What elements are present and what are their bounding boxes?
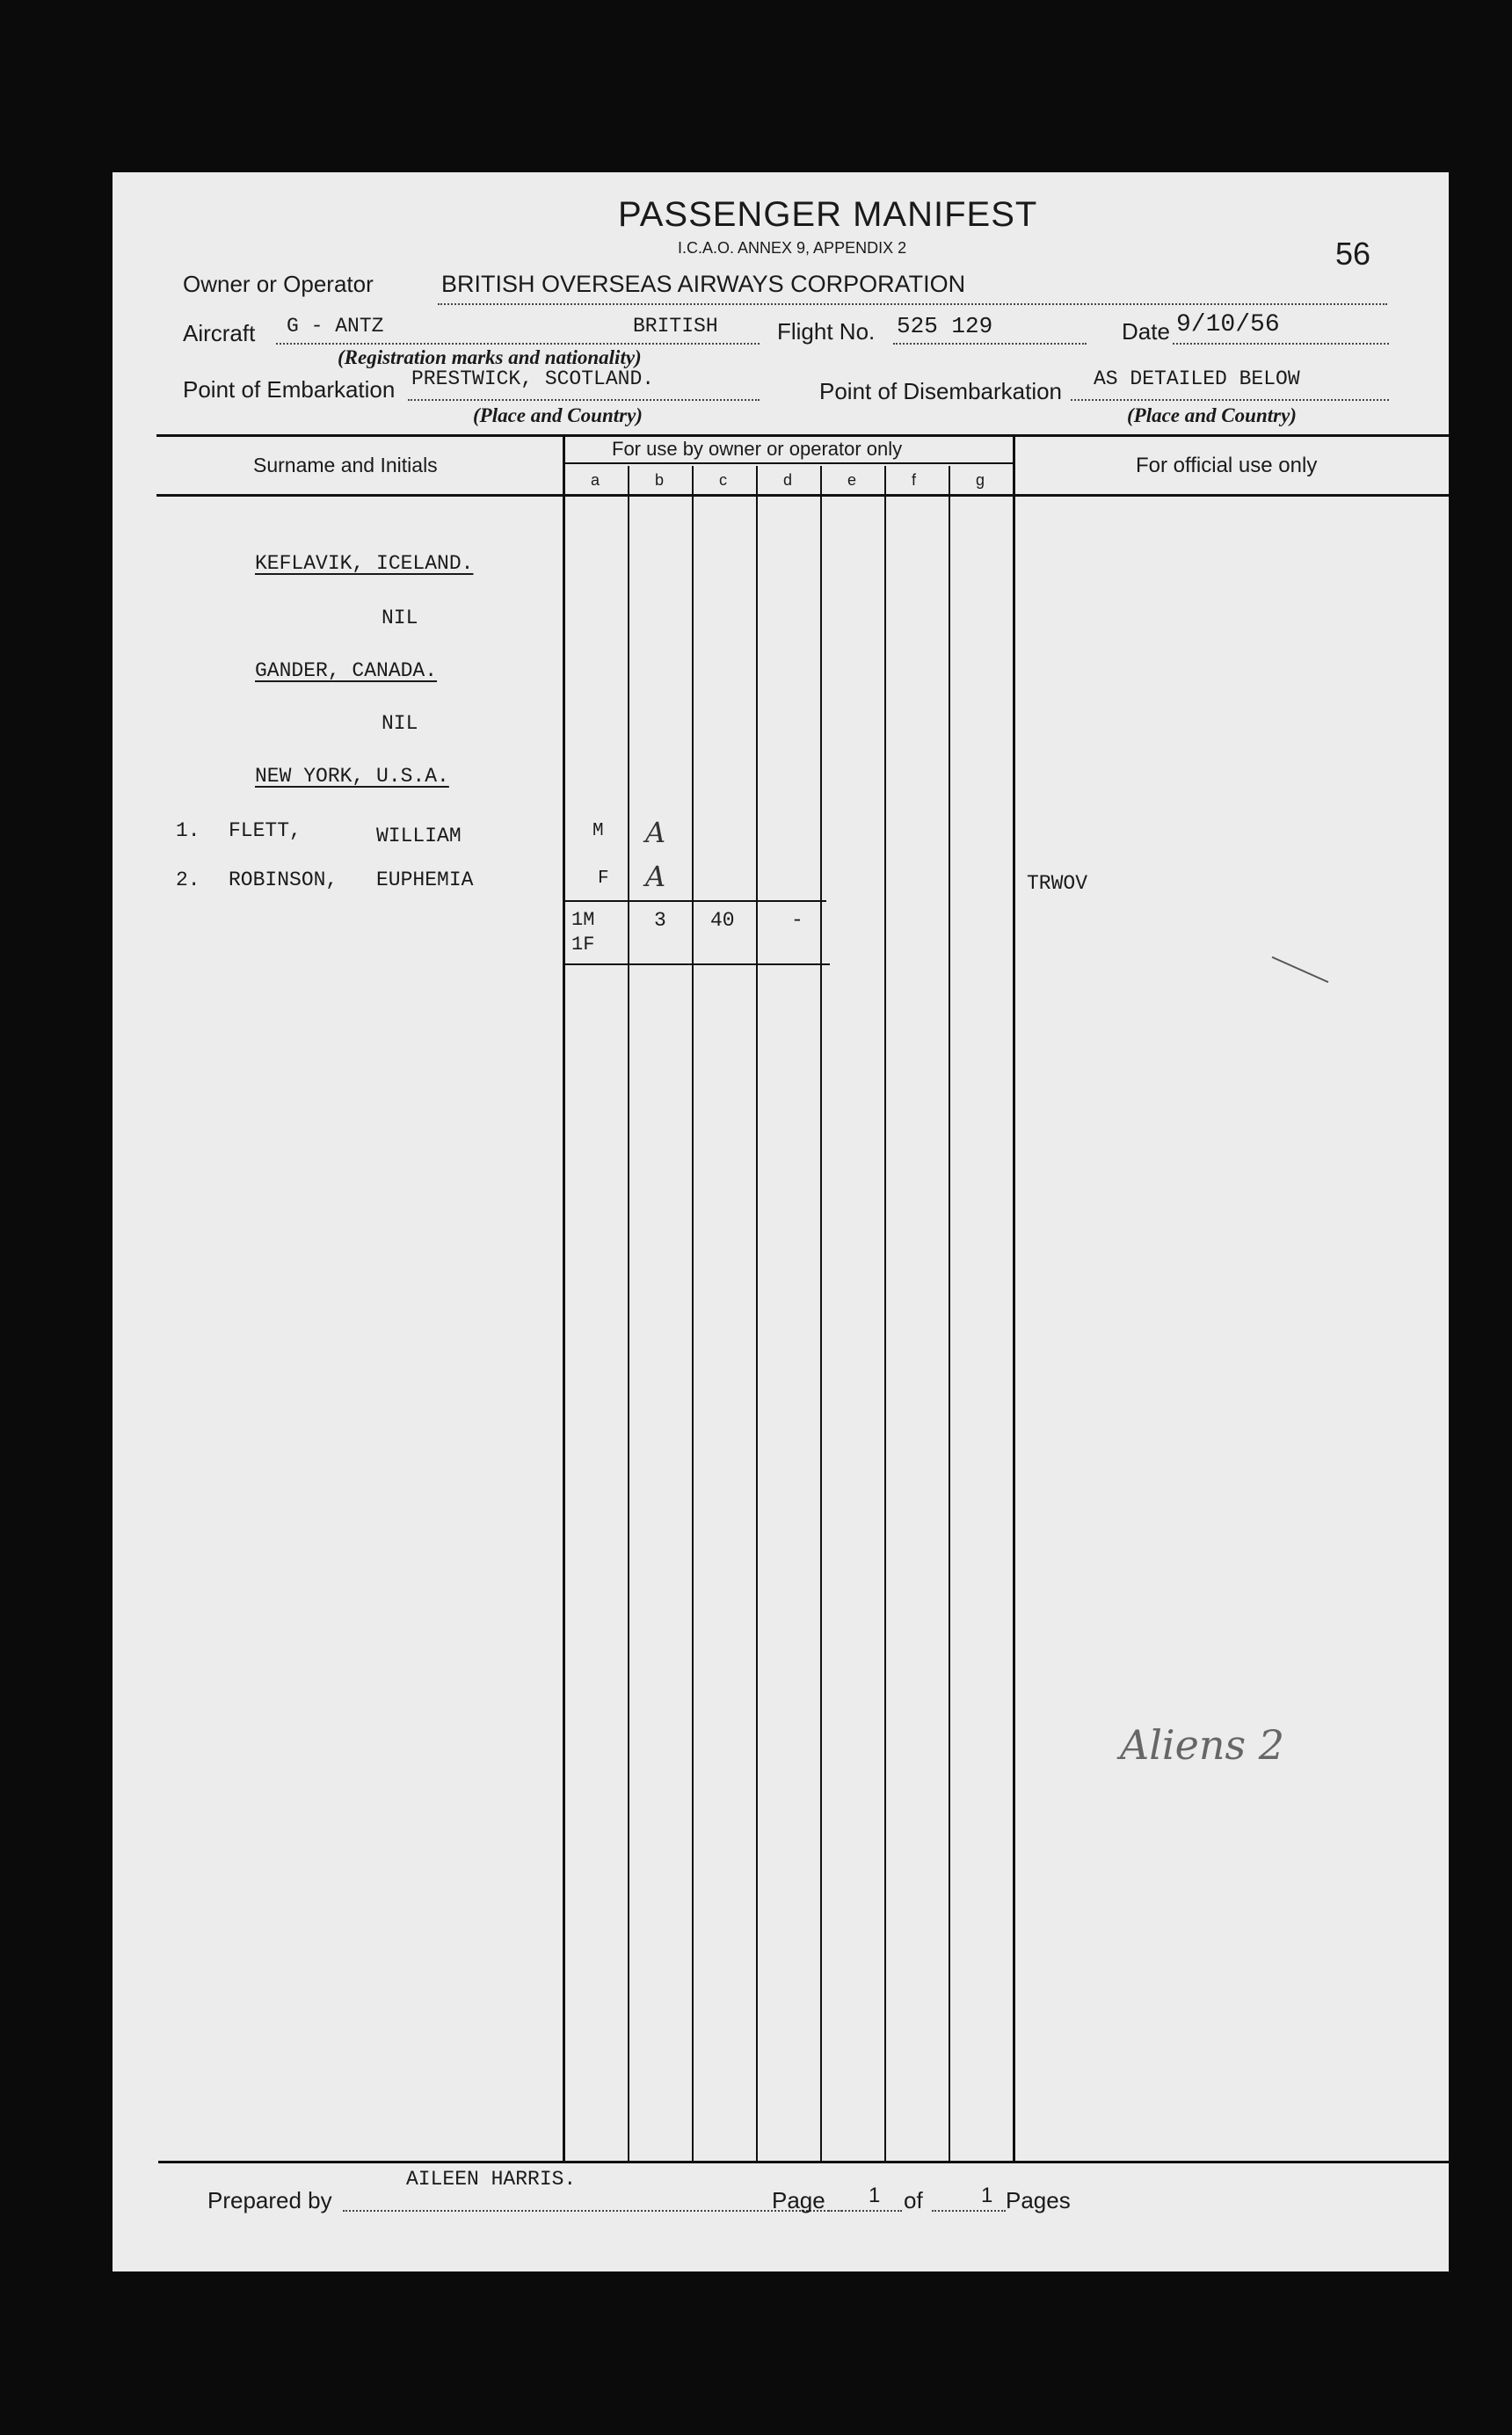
column-rule bbox=[884, 466, 886, 2161]
passenger-sex: F bbox=[598, 869, 609, 889]
table-header-rule bbox=[156, 494, 1449, 497]
passenger-given-name: WILLIAM bbox=[376, 825, 462, 847]
passenger-mark: A bbox=[645, 860, 666, 893]
page-title: PASSENGER MANIFEST bbox=[618, 195, 1038, 234]
owner-label: Owner or Operator bbox=[183, 271, 374, 297]
owner-value: BRITISH OVERSEAS AIRWAYS CORPORATION bbox=[441, 271, 966, 297]
column-b-header: b bbox=[655, 471, 665, 489]
flight-label: Flight No. bbox=[777, 318, 876, 345]
page-number: 56 bbox=[1335, 236, 1371, 272]
of-line bbox=[932, 2210, 1006, 2212]
aircraft-line bbox=[276, 343, 760, 345]
pages-label: Pages bbox=[1006, 2187, 1071, 2213]
passenger-sex: M bbox=[592, 821, 604, 841]
table-top-rule bbox=[156, 434, 1449, 437]
passenger-number: 1. bbox=[176, 819, 200, 842]
surname-header: Surname and Initials bbox=[253, 454, 438, 476]
passenger-surname: ROBINSON, bbox=[229, 869, 338, 891]
page-value: 1 bbox=[869, 2184, 881, 2207]
disembarkation-line bbox=[1071, 399, 1389, 401]
page-subtitle: I.C.A.O. ANNEX 9, APPENDIX 2 bbox=[678, 239, 907, 257]
embarkation-value: PRESTWICK, SCOTLAND. bbox=[411, 367, 655, 390]
totals-male: 1M bbox=[571, 909, 595, 931]
stop-gander: GANDER, CANADA. bbox=[255, 659, 438, 682]
column-rule bbox=[628, 466, 629, 2161]
date-label: Date bbox=[1122, 318, 1170, 345]
handwritten-annotation: Aliens 2 bbox=[1120, 1721, 1284, 1769]
prepared-by-value: AILEEN HARRIS. bbox=[406, 2168, 577, 2191]
owner-use-header: For use by owner or operator only bbox=[612, 438, 903, 460]
column-g-header: g bbox=[976, 471, 985, 489]
nil-keflavik: NIL bbox=[382, 607, 418, 629]
aircraft-registration: G - ANTZ bbox=[287, 315, 384, 338]
date-line bbox=[1173, 343, 1389, 345]
stop-keflavik: KEFLAVIK, ICELAND. bbox=[255, 552, 474, 575]
disembarkation-label: Point of Disembarkation bbox=[819, 378, 1063, 404]
passenger-mark: A bbox=[645, 816, 666, 849]
aircraft-label: Aircraft bbox=[183, 320, 256, 346]
official-code: TRWOV bbox=[1027, 872, 1088, 895]
column-f-header: f bbox=[912, 471, 917, 489]
column-rule bbox=[949, 466, 950, 2161]
totals-bottom-rule bbox=[564, 963, 830, 965]
owner-line bbox=[438, 303, 1387, 305]
place-country-embark: (Place and Country) bbox=[473, 404, 643, 426]
column-a-header: a bbox=[591, 471, 600, 489]
column-rule bbox=[820, 466, 822, 2161]
date-value: 9/10/56 bbox=[1176, 311, 1280, 338]
column-rule bbox=[563, 436, 565, 2161]
page-line bbox=[828, 2210, 902, 2212]
passenger-number: 2. bbox=[176, 869, 200, 891]
totals-top-rule bbox=[564, 900, 826, 902]
column-rule bbox=[692, 466, 694, 2161]
prepared-by-label: Prepared by bbox=[207, 2187, 332, 2213]
embarkation-label: Point of Embarkation bbox=[183, 376, 396, 403]
aircraft-nationality: BRITISH bbox=[633, 315, 718, 338]
flight-value: 525 129 bbox=[897, 313, 993, 339]
registration-note: (Registration marks and nationality) bbox=[338, 346, 642, 368]
stop-new-york: NEW YORK, U.S.A. bbox=[255, 765, 449, 788]
flight-line bbox=[893, 343, 1087, 345]
totals-d: - bbox=[791, 909, 803, 932]
embarkation-line bbox=[408, 399, 760, 401]
of-value: 1 bbox=[981, 2184, 993, 2207]
totals-c: 40 bbox=[710, 909, 735, 932]
official-use-header: For official use only bbox=[1136, 454, 1318, 477]
prepared-by-line bbox=[343, 2210, 842, 2212]
place-country-disembark: (Place and Country) bbox=[1127, 404, 1297, 426]
totals-b: 3 bbox=[654, 909, 666, 932]
passenger-given-name: EUPHEMIA bbox=[376, 869, 474, 891]
totals-female: 1F bbox=[571, 934, 595, 956]
passenger-surname: FLETT, bbox=[229, 819, 302, 842]
nil-gander: NIL bbox=[382, 712, 418, 735]
page-label: Page bbox=[772, 2187, 825, 2213]
owner-use-rule bbox=[564, 462, 1014, 464]
pen-stroke bbox=[1272, 956, 1329, 983]
column-d-header: d bbox=[783, 471, 793, 489]
column-rule bbox=[1013, 436, 1015, 2161]
disembarkation-value: AS DETAILED BELOW bbox=[1094, 367, 1300, 390]
column-rule bbox=[756, 466, 758, 2161]
of-label: of bbox=[904, 2187, 923, 2213]
column-c-header: c bbox=[719, 471, 727, 489]
footer-rule bbox=[158, 2161, 1450, 2163]
manifest-sheet bbox=[113, 172, 1449, 2271]
column-e-header: e bbox=[847, 471, 857, 489]
